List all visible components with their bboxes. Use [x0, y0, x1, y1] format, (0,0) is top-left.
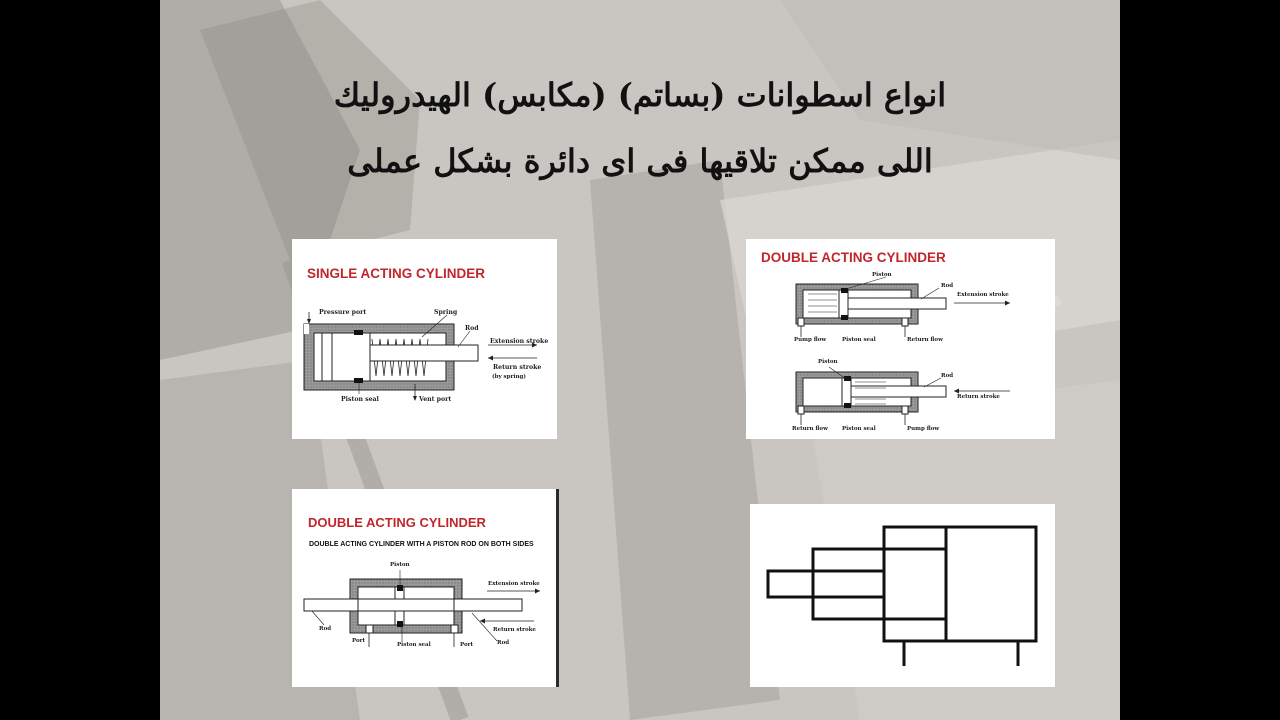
spring-label: Spring [434, 309, 458, 316]
piston-seal-label-bottom: Piston seal [842, 426, 876, 432]
extension-stroke-label: Extension stroke [490, 338, 549, 345]
double-rod-title: DOUBLE ACTING CYLINDER [308, 515, 486, 530]
return-stroke-label: Return stroke [493, 627, 536, 633]
rod-label: Rod [465, 325, 479, 332]
pump-flow-label-top: Pump flow [794, 337, 827, 343]
telescopic-cylinder-symbol [750, 504, 1055, 687]
piston-seal-label-top: Piston seal [842, 337, 876, 343]
pump-flow-label-bottom: Pump flow [907, 426, 940, 432]
port-label-left: Port [352, 638, 366, 644]
piston-label-bottom: Piston [818, 359, 838, 365]
piston-seal-label: Piston seal [397, 642, 431, 648]
vent-port-label: Vent port [419, 396, 452, 403]
rod-label-left: Rod [319, 626, 332, 632]
pressure-port-label: Pressure port [319, 309, 367, 316]
slide-title-line-1: انواع اسطوانات (بساتم) (مكابس) الهيدروليك [333, 76, 947, 114]
single-acting-cylinder-card [292, 239, 557, 439]
double-rod-subtitle: DOUBLE ACTING CYLINDER WITH A PISTON ROD ON BOTH SIDES [309, 541, 534, 548]
piston-seal-label: Piston seal [341, 396, 379, 403]
rod-label-top: Rod [941, 283, 954, 289]
slide-title-line-2: اللى ممكن تلاقيها فى اى دائرة بشكل عملى [347, 142, 933, 180]
return-flow-label-top: Return flow [907, 337, 943, 343]
rod-label-bottom: Rod [941, 373, 954, 379]
double-acting-title: DOUBLE ACTING CYLINDER [761, 250, 946, 265]
piston-label: Piston [390, 562, 410, 568]
rod-label-right: Rod [497, 640, 510, 646]
by-spring-label: (by spring) [492, 374, 526, 380]
telescopic-cylinder-card [750, 504, 1055, 687]
piston-label-top: Piston [872, 272, 892, 278]
return-stroke-label: Return stroke [957, 394, 1000, 400]
double-acting-cylinder-card [746, 239, 1055, 439]
return-flow-label-bottom: Return flow [792, 426, 828, 432]
double-acting-cylinder-diagram [746, 239, 1055, 439]
extension-stroke-label: Extension stroke [957, 292, 1009, 298]
return-stroke-label: Return stroke [493, 364, 542, 371]
double-rod-cylinder-card [292, 489, 559, 687]
port-label-right: Port [460, 642, 474, 648]
extension-stroke-label: Extension stroke [488, 581, 540, 587]
single-acting-title: SINGLE ACTING CYLINDER [307, 266, 486, 281]
